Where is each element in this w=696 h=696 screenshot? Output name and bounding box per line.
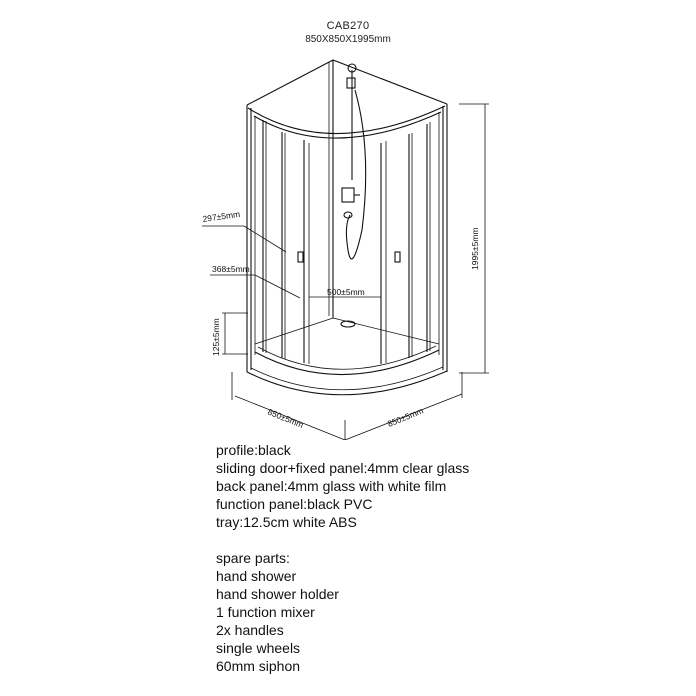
mixer-icon [342, 188, 354, 202]
spec-back-panel: back panel:4mm glass with white film [216, 478, 447, 494]
dim-depth-right: 850±5mm [386, 405, 425, 429]
hand-shower-holder [344, 212, 352, 218]
shower-hose [346, 90, 365, 259]
dim-door-width: 500±5mm [327, 287, 365, 297]
spec-function-panel: function panel:black PVC [216, 496, 373, 512]
roof-arc [248, 106, 445, 134]
spare-part-item: 60mm siphon [216, 658, 301, 674]
dim-panel-a: 297±5mm [201, 208, 241, 224]
model-title: CAB270 [326, 20, 370, 32]
spec-profile: profile:black [216, 442, 291, 458]
spare-part-item: 2x handles [216, 622, 284, 638]
right-handle [395, 252, 400, 262]
specs-list [216, 441, 469, 675]
spec-tray: tray:12.5cm white ABS [216, 514, 357, 530]
spacer [216, 531, 469, 549]
dim-panel-b: 368±5mm [212, 264, 250, 274]
dim-tray-height: 125±5mm [211, 318, 221, 356]
dim-depth-left: 850±5mm [266, 406, 305, 430]
spare-parts-heading: spare parts: [216, 550, 290, 566]
spec-door: sliding door+fixed panel:4mm clear glass [216, 460, 470, 476]
spare-part-item: hand shower [216, 568, 297, 584]
spare-part-item: 1 function mixer [216, 604, 315, 620]
dim-height: 1995±5mm [470, 227, 480, 270]
model-size: 850X850X1995mm [305, 34, 391, 45]
left-handle [298, 252, 303, 262]
spare-part-item: hand shower holder [216, 586, 339, 602]
spare-part-item: single wheels [216, 640, 301, 656]
tray-top [255, 350, 439, 375]
